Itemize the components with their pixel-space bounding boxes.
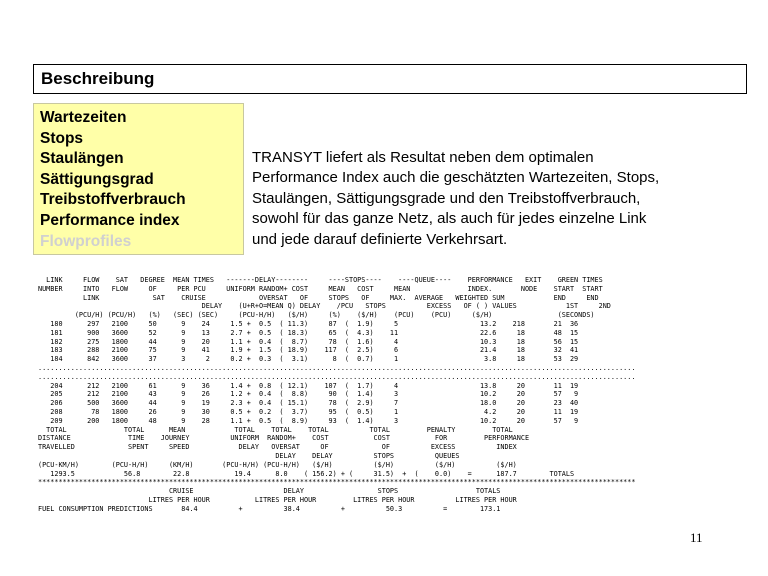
- output-line: **************************************************************************************************************************************************: [38, 478, 636, 487]
- output-line: LITRES PER HOUR LITRES PER HOUR LITRES PER HOUR LITRES PER HOUR: [38, 495, 517, 504]
- topic-saettigungsgrad[interactable]: Sättigungsgrad: [40, 170, 154, 188]
- topic-flowprofiles[interactable]: Flowprofiles: [40, 232, 132, 250]
- transyt-output-table: [38, 276, 635, 514]
- output-line: LINK FLOW SAT DEGREE MEAN TIMES -------DELAY-------- ----STOPS---- ----QUEUE---- PERFORMANCE EXIT GREEN TIMES: [38, 276, 603, 284]
- description-text: [252, 148, 752, 250]
- description-line: Staulängen, Sättigungsgrade und den Treibstoffverbrauch,: [252, 189, 641, 207]
- topic-wartezeiten[interactable]: Wartezeiten: [40, 109, 127, 126]
- output-line: 204 212 2100 61 9 36 1.4 + 0.8 ( 12.1) 107 ( 1.7) 4 13.8 20 11 19: [38, 381, 579, 390]
- topic-list: [33, 103, 244, 255]
- output-line: (PCU/H) (PCU/H) (%) (SEC) (SEC) (PCU-H/H) ($/H) (%) ($/H) (PCU) (PCU) ($/H) (SECONDS): [38, 311, 595, 320]
- section-title-box: [33, 64, 747, 94]
- topic-staulaengen[interactable]: Staulängen: [40, 150, 124, 168]
- output-line: 184 842 3600 37 3 2 0.2 + 0.3 ( 3.1) 8 ( 0.7) 1 3.8 18 53 29: [38, 355, 579, 364]
- output-line: 205 212 2100 43 9 26 1.2 + 0.4 ( 8.8) 90 ( 1.4) 3 10.2 20 57 9: [38, 390, 579, 399]
- output-line: TRAVELLED SPENT SPEED DELAY OVERSAT OF OF EXCESS INDEX: [38, 443, 517, 452]
- description-line: TRANSYT liefert als Resultat neben dem optimalen: [252, 149, 594, 166]
- output-line: TOTAL TOTAL MEAN TOTAL TOTAL TOTAL TOTAL PENALTY TOTAL: [38, 425, 513, 434]
- output-line: NUMBER INTO FLOW OF PER PCU UNIFORM RANDOM+ COST MEAN COST MEAN INDEX. NODE START START: [38, 284, 603, 293]
- output-line: DELAY DELAY STOPS QUEUES: [38, 451, 460, 460]
- output-line: ..................................................................................................................................................: [38, 372, 636, 381]
- section-title: Beschreibung: [41, 69, 155, 88]
- topic-treibstoffverbrauch[interactable]: Treibstoffverbrauch: [40, 191, 186, 209]
- output-line: DELAY (U+R+O=MEAN Q) DELAY /PCU STOPS EXCESS OF ( ) VALUES 1ST 2ND: [38, 302, 611, 311]
- output-line: ..................................................................................................................................................: [38, 363, 636, 372]
- description-line: und jede darauf definierte Verkehrsart.: [252, 230, 508, 248]
- output-line: 181 900 3600 52 9 13 2.7 + 0.5 ( 18.3) 65 ( 4.3) 11 22.6 18 48 15: [38, 328, 579, 337]
- output-line: 180 297 2100 50 9 24 1.5 + 0.5 ( 11.3) 87 ( 1.9) 5 13.2 218 21 36: [38, 319, 579, 328]
- output-line: 183 288 2100 75 9 41 1.9 + 1.5 ( 18.9) 117 ( 2.5) 6 21.4 18 32 41: [38, 346, 579, 355]
- output-line: FUEL CONSUMPTION PREDICTIONS 84.4 + 38.4 + 50.3 = 173.1: [38, 504, 501, 513]
- description-line: sowohl für das ganze Netz, als auch für jedes einzelne Link: [252, 210, 647, 228]
- output-line: DISTANCE TIME JOURNEY UNIFORM RANDOM+ COST COST FOR PERFORMANCE: [38, 434, 530, 443]
- page-number: 11: [690, 530, 703, 545]
- output-line: 206 500 3600 44 9 19 2.3 + 0.4 ( 15.1) 78 ( 2.9) 7 18.0 20 23 40: [38, 399, 579, 408]
- description-line: Performance Index auch die geschätzten Wartezeiten, Stops,: [252, 169, 660, 187]
- output-line: (PCU-KM/H) (PCU-H/H) (KM/H) (PCU-H/H) (PCU-H/H) ($/H) ($/H) ($/H) ($/H): [38, 460, 517, 469]
- output-line: 182 275 1800 44 9 20 1.1 + 0.4 ( 8.7) 78 ( 1.6) 4 10.3 18 56 15: [38, 337, 579, 346]
- topic-stops[interactable]: Stops: [40, 129, 84, 147]
- output-line: 209 200 1800 48 9 28 1.1 + 0.5 ( 8.9) 93 ( 1.4) 3 10.2 20 57 9: [38, 416, 579, 425]
- output-line: 208 78 1800 26 9 30 0.5 + 0.2 ( 3.7) 95 ( 0.5) 1 4.2 20 11 19: [38, 407, 579, 416]
- output-line: CRUISE DELAY STOPS TOTALS: [38, 487, 501, 496]
- output-line: LINK SAT CRUISE OVERSAT OF STOPS OF MAX. AVERAGE WEIGHTED SUM END END: [38, 293, 599, 302]
- topic-performance-index[interactable]: Performance index: [40, 211, 180, 229]
- output-line: 1293.5 56.8 22.8 19.4 8.0 ( 156.2) + ( 31.5) + ( 0.0) = 187.7 TOTALS: [38, 469, 575, 478]
